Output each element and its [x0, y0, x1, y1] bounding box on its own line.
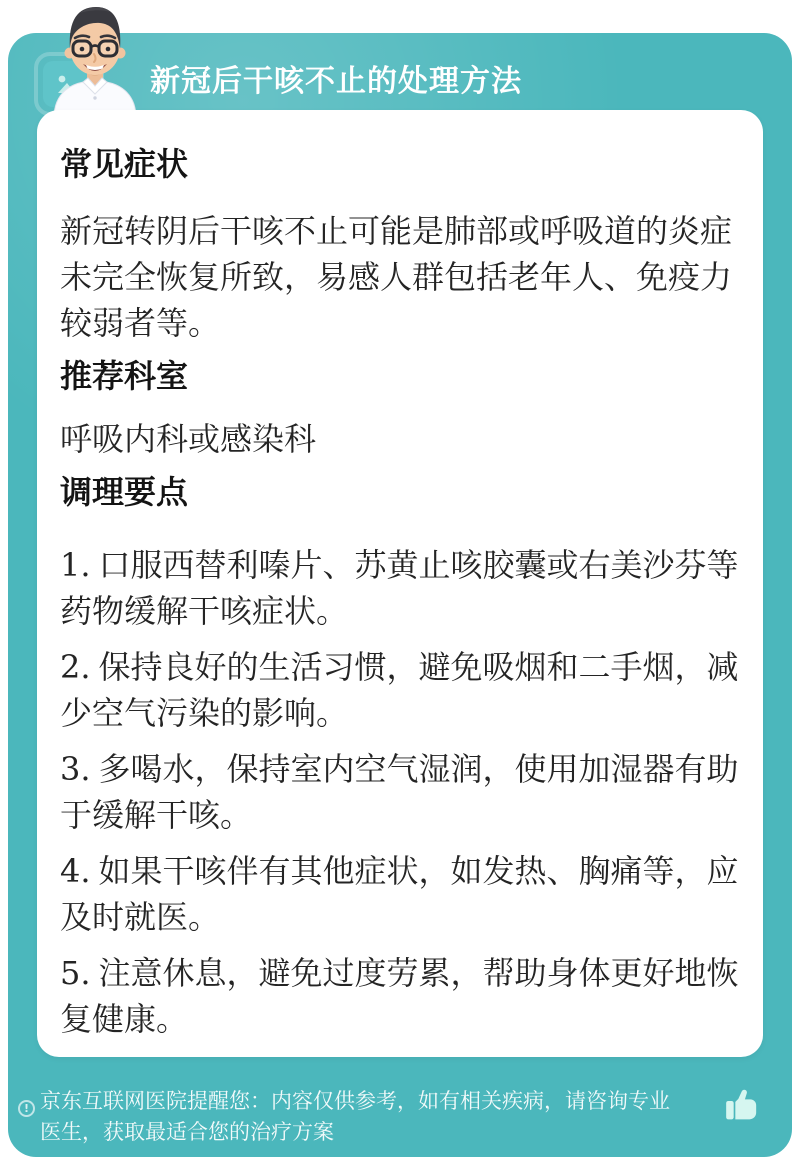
care-item-5 [60, 950, 742, 1042]
doctor-avatar [44, 2, 146, 118]
care-item-2-number: 2. [60, 648, 91, 686]
care-item-1-text: 口服西替利嗪片、苏黄止咳胶囊或右美沙芬等药物缓解干咳症状。 [60, 546, 739, 630]
care-item-4 [60, 848, 742, 940]
care-item-2 [60, 644, 742, 736]
care-item-4-number: 4. [60, 852, 91, 890]
thumbs-up-icon[interactable] [722, 1086, 762, 1130]
care-item-5-number: 5. [60, 954, 91, 992]
footer-disclaimer: 京东互联网医院提醒您：内容仅供参考，如有相关疾病，请咨询专业医生，获取最适合您的治疗方案 [40, 1089, 670, 1144]
care-item-1 [60, 542, 742, 634]
page-title: 新冠后干咳不止的处理方法 [150, 64, 522, 99]
section-heading-department: 推荐科室 [60, 357, 189, 395]
care-item-2-text: 保持良好的生活习惯，避免吸烟和二手烟，减少空气污染的影响。 [60, 648, 739, 732]
care-item-1-number: 1. [60, 546, 91, 584]
section-heading-symptoms: 常见症状 [60, 145, 189, 183]
content-card [37, 110, 763, 1057]
care-item-3 [60, 746, 742, 838]
care-item-3-text: 多喝水，保持室内空气湿润，使用加湿器有助于缓解干咳。 [60, 750, 739, 834]
symptoms-paragraph: 新冠转阴后干咳不止可能是肺部或呼吸道的炎症未完全恢复所致，易感人群包括老年人、免疫力较弱者等。 [60, 212, 733, 342]
care-item-5-text: 注意休息，避免过度劳累，帮助身体更好地恢复健康。 [60, 954, 739, 1038]
care-item-3-number: 3. [60, 750, 91, 788]
info-circle-icon: ! [18, 1100, 35, 1117]
care-item-4-text: 如果干咳伴有其他症状，如发热、胸痛等，应及时就医。 [60, 852, 739, 936]
department-paragraph: 呼吸内科或感染科 [60, 420, 317, 458]
section-heading-care: 调理要点 [60, 473, 189, 511]
